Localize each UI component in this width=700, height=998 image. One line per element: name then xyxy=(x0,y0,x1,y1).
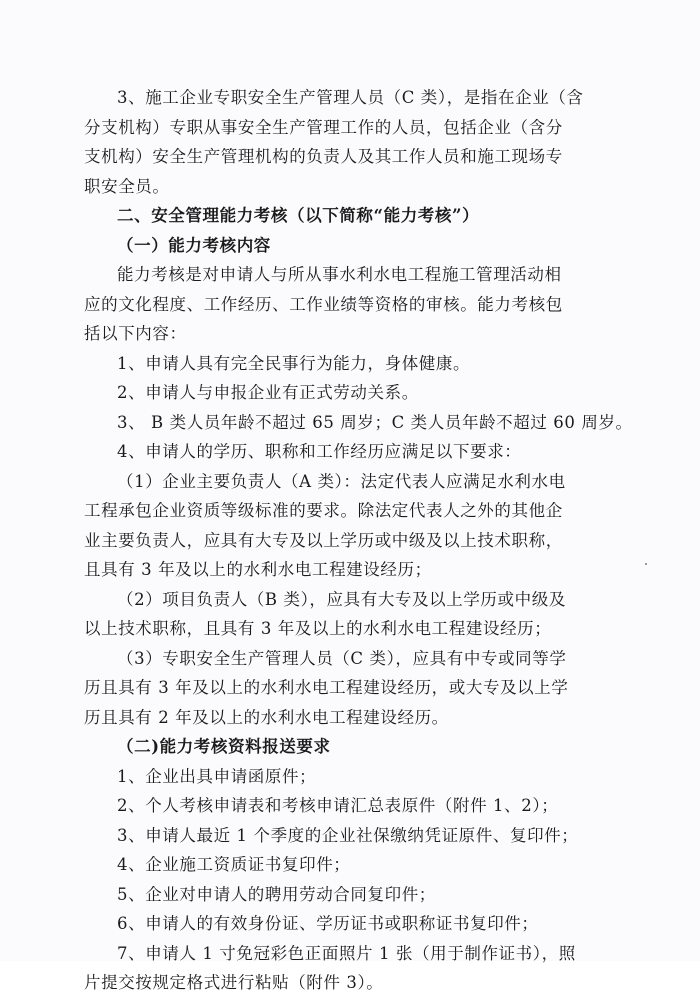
list-item: 5、企业对申请人的聘用劳动合同复印件； xyxy=(117,884,436,904)
material-item-7 xyxy=(84,939,614,998)
subsection-one-heading: （一）能力考核内容 xyxy=(117,235,271,255)
text-line: 业主要负责人，应具有大专及以上学历或中级及以上技术职称， xyxy=(84,530,563,550)
paragraph-c-class-definition xyxy=(84,83,614,201)
subsection-two-heading: （二)能力考核资料报送要求 xyxy=(117,737,331,756)
text-line: 历且具有 2 年及以上的水利水电工程建设经历。 xyxy=(84,707,449,727)
text-line: （3）专职安全生产管理人员（C 类），应具有中专或同等学 xyxy=(117,648,567,668)
section-two-heading: 二、安全管理能力考核（以下简称“能力考核”） xyxy=(117,206,480,225)
text-line: 以上技术职称，且具有 3 年及以上的水利水电工程建设经历； xyxy=(84,619,552,638)
paragraph-assessment-intro xyxy=(84,260,614,349)
text-line: 分支机构）专职从事安全生产管理工作的人员，包括企业（含分 xyxy=(84,117,563,137)
text-line: 支机构）安全生产管理机构的负责人及其工作人员和施工现场专 xyxy=(84,147,563,166)
text-line: 且具有 3 年及以上的水利水电工程建设经历； xyxy=(84,560,432,579)
list-item: 3、申请人最近 1 个季度的企业社保缴纳凭证原件、复印件； xyxy=(117,825,579,845)
scan-speck xyxy=(645,563,647,565)
text-line: 7、申请人 1 寸免冠彩色正面照片 1 张（用于制作证书），照 xyxy=(117,943,576,963)
text-line: （2）项目负责人（B 类），应具有大专及以上学历或中级及 xyxy=(117,589,566,609)
requirement-a-class xyxy=(84,467,614,585)
requirement-list xyxy=(84,349,633,467)
list-item: 6、申请人的有效身份证、学历证书或职称证书复印件； xyxy=(117,914,539,933)
text-line: 历且具有 3 年及以上的水利水电工程建设经历，或大专及以上学 xyxy=(84,678,569,697)
list-item: 3、 B 类人员年龄不超过 65 周岁；C 类人员年龄不超过 60 周岁。 xyxy=(117,412,633,432)
requirement-b-class xyxy=(84,585,614,644)
text-line: 3、施工企业专职安全生产管理人员（C 类），是指在企业（含 xyxy=(117,88,584,107)
list-item: 2、个人考核申请表和考核申请汇总表原件（附件 1、2）； xyxy=(117,796,559,815)
text-line: 能力考核是对申请人与所从事水利水电工程施工管理活动相 xyxy=(117,265,562,284)
text-line: 应的文化程度、工作经历、工作业绩等资格的审核。能力考核包 xyxy=(84,294,563,314)
text-line: 片提交按规定格式进行粘贴（附件 3）。 xyxy=(84,973,384,992)
list-item: 4、企业施工资质证书复印件； xyxy=(117,855,351,874)
text-line: 职安全员。 xyxy=(84,176,170,196)
text-line: 工程承包企业资质等级标准的要求。除法定代表人之外的其他企 xyxy=(84,501,563,520)
list-item: 1、企业出具申请函原件； xyxy=(117,766,317,786)
list-item: 1、申请人具有完全民事行为能力，身体健康。 xyxy=(117,353,471,373)
list-item: 2、申请人与申报企业有正式劳动关系。 xyxy=(117,383,419,402)
list-item: 4、申请人的学历、职称和工作经历应满足以下要求： xyxy=(117,442,522,461)
document-body xyxy=(84,83,633,998)
text-line: （1）企业主要负责人（A 类）：法定代表人应满足水利水电 xyxy=(117,471,566,491)
requirement-c-class xyxy=(84,644,614,733)
text-line: 括以下内容： xyxy=(84,324,187,343)
materials-list xyxy=(84,762,614,939)
